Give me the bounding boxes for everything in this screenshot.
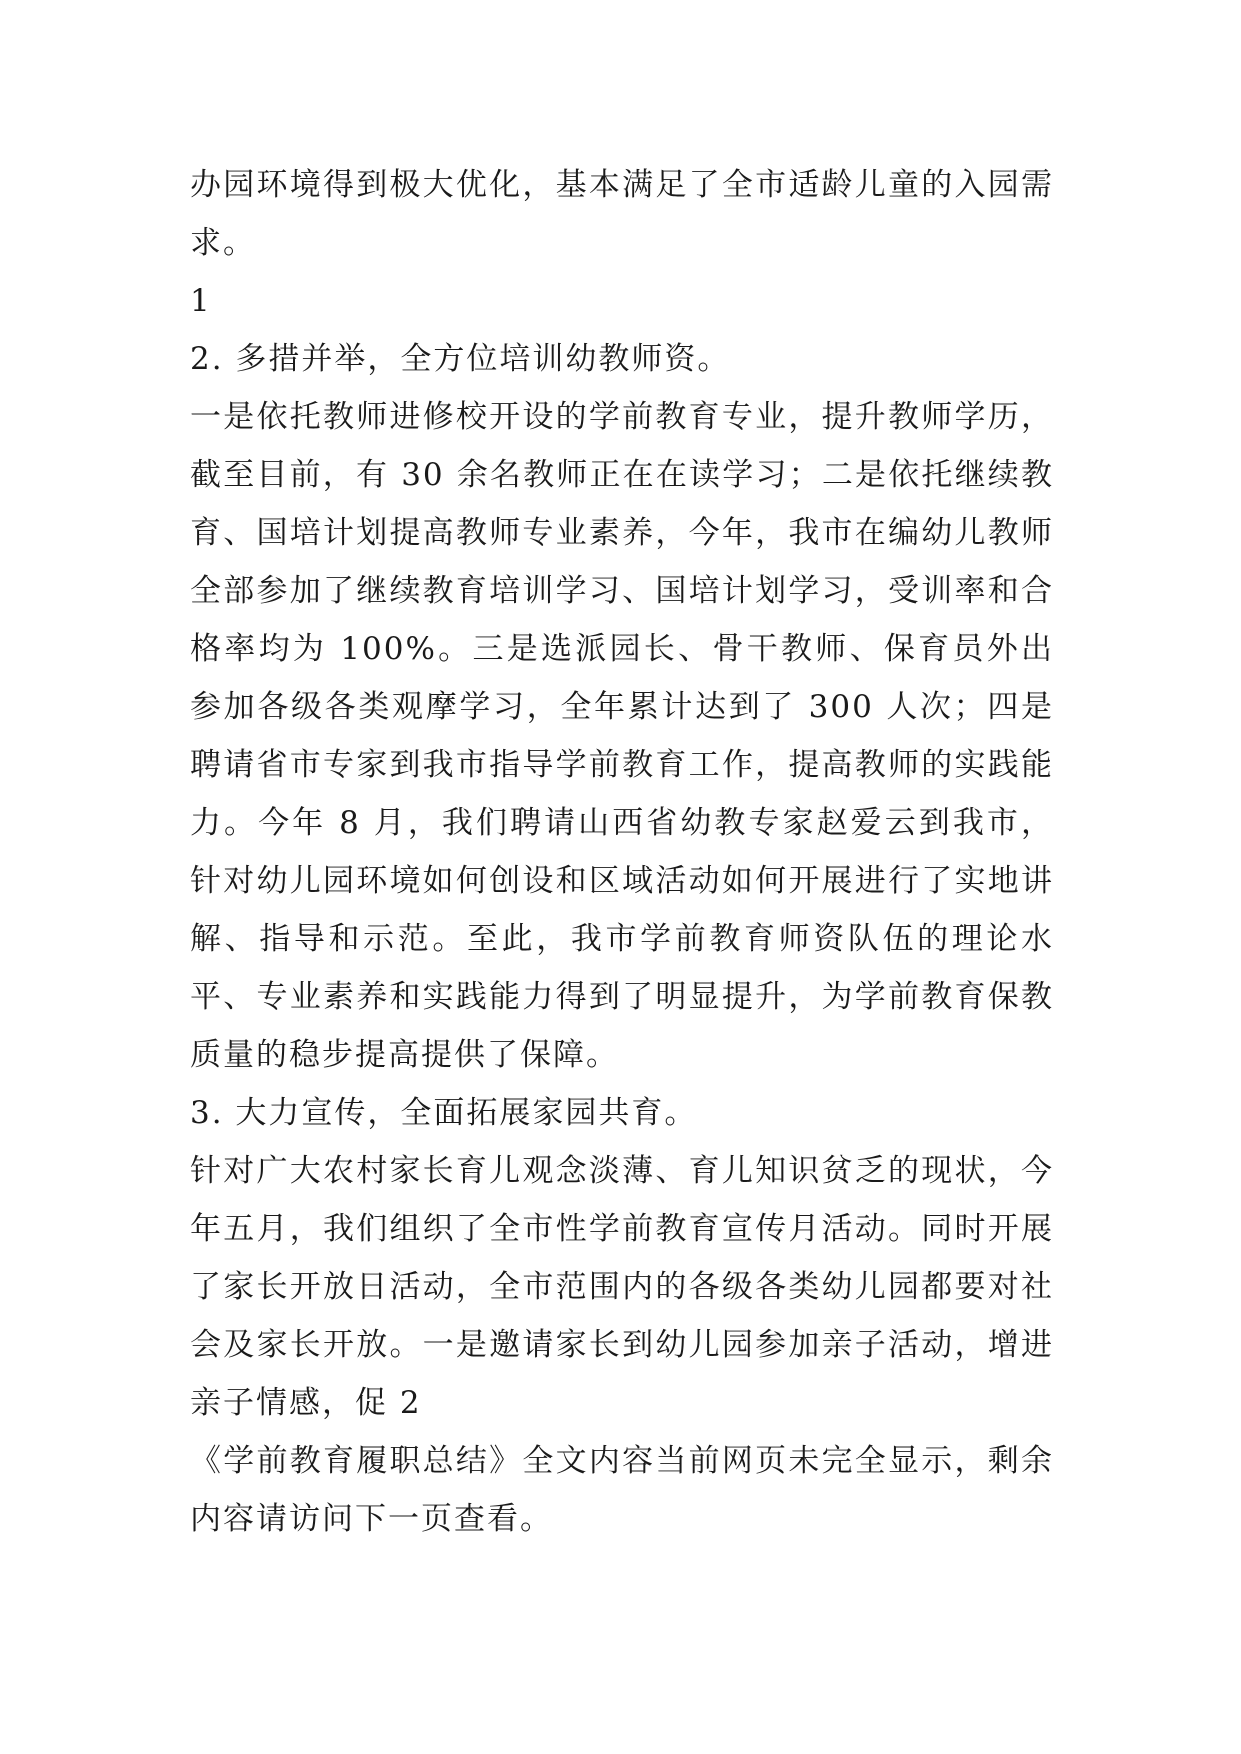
page-number-1: 1 bbox=[190, 283, 212, 319]
paragraph-teacher-training: 一是依托教师进修校开设的学前教育专业，提升教师学历，截至目前，有 30 余名教师正在在读学习；二是依托继续教育、国培计划提高教师专业素养，今年，我市在编幼儿教师全部参加了继续教育培训学习、国培计划学习，受训率和合格率均为 100%。三是选派园长、骨干教师、保育员外出参加各级各类观摩学习，全年累计达到了 300 人次；四是聘请省市专家到我市指导学前教育工作，提高教师的实践能力。今年 8 月，我们聘请山西省幼教专家赵爱云到我市，针对幼儿园环境如何创设和区域活动如何开展进行了实地讲解、指导和示范。至此，我市学前教育师资队伍的理论水平、专业素养和实践能力得到了明显提升，为学前教育保教质量的稳步提高提供了保障。 bbox=[190, 399, 1054, 1073]
continuation-notice: 《学前教育履职总结》全文内容当前网页未完全显示，剩余内容请访问下一页查看。 bbox=[190, 1443, 1054, 1537]
section-heading-2: 2. 多措并举，全方位培训幼教师资。 bbox=[190, 341, 731, 377]
section-heading-3: 3. 大力宣传，全面拓展家园共育。 bbox=[190, 1095, 698, 1131]
body-text bbox=[190, 156, 1054, 1548]
paragraph-home-school: 针对广大农村家长育儿观念淡薄、育儿知识贫乏的现状，今年五月，我们组织了全市性学前教育宣传月活动。同时开展了家长开放日活动，全市范围内的各级各类幼儿园都要对社会及家长开放。一是邀请家长到幼儿园参加亲子活动，增进亲子情感，促 2 bbox=[190, 1153, 1054, 1421]
paragraph-intro-continuation: 办园环境得到极大优化，基本满足了全市适龄儿童的入园需求。 bbox=[190, 167, 1054, 261]
